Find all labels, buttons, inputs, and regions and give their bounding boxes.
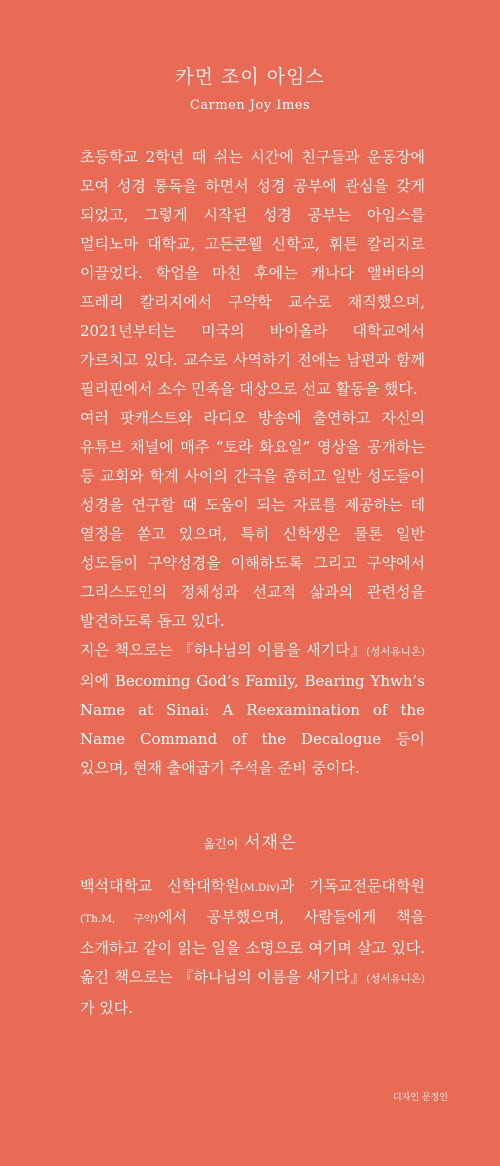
author-works-intro: 지은 책으로는 『하나님의 이름을 새기다』 xyxy=(80,641,367,659)
author-name-english: Carmen Joy Imes xyxy=(189,98,311,113)
author-bio-paragraph-1: 초등학교 2학년 때 쉬는 시간에 친구들과 운동장에 모여 성경 통독을 하면서 성경 공부에 관심을 갖게 되었고, 그렇게 시작된 성경 공부는 아임스를 멀티노마 대학교, 고든콘웰 신학교, 휘튼 칼리지로 이끌었다. 학업을 마친 후에는 캐나다 앨버타의 프레리 칼리지에서 구약학 교수로 재직했으며, 2021년부터는 미국의 바이올라 대학교에서 가르치고 있다. 교수로 사역하기 전에는 남편과 함께 필리핀에서 소수 민족을 대상으로 선교 활동을 했다. xyxy=(80,148,425,398)
translator-bio-part-2: 과 기독교전문대학원 xyxy=(279,877,425,895)
author-works-list: 외에 Becoming God’s Family, Bearing Yhwh’s Name at Sinai: A Reexamination of the Name Command of the Decalogue 등이 있으며, 현재 출애굽기 주석을 준비 중이다. xyxy=(80,672,425,777)
translator-bio-part-4: 가 있다. xyxy=(80,999,134,1017)
translator-publisher-note: (성서유니온) xyxy=(366,973,425,985)
design-credit: 디자인 문정인 xyxy=(392,1093,448,1103)
author-bio-paragraph-3 xyxy=(80,636,425,783)
author-bio-paragraph-2: 여러 팟캐스트와 라디오 방송에 출연하고 자신의 유튜브 채널에 매주 “토라 화요일” 영상을 공개하는 등 교회와 학계 사이의 간극을 좁히고 일반 성도들이 성경을 연구할 때 도움이 되는 자료를 제공하는 데 열정을 쏟고 있으며, 특히 신학생은 물론 일반 성도들이 구약성경을 이해하도록 그리고 구약에서 그리스도인의 정체성과 선교적 삶과의 관련성을 발견하도록 돕고 있다. xyxy=(80,409,425,630)
author-biography xyxy=(80,143,425,783)
author-name-korean: 카먼 조이 아임스 xyxy=(175,66,325,88)
translator-role-label: 옮긴이 xyxy=(203,837,239,851)
translator-bio-paragraph xyxy=(80,872,425,1023)
translator-heading xyxy=(0,828,500,853)
translator-bio-part-3: 에서 공부했으며, 사람들에게 책을 소개하고 같이 읽는 일을 소명으로 여기며 살고 있다. 옮긴 책으로는 『하나님의 이름을 새기다』 xyxy=(80,908,426,986)
translator-name: 서재은 xyxy=(244,833,297,853)
translator-bio-part-1: 백석대학교 신학대학원 xyxy=(80,877,240,895)
translator-biography xyxy=(80,872,425,1023)
translator-degree-1: (M.Div) xyxy=(239,882,280,894)
publisher-note: (성서유니온) xyxy=(366,646,425,658)
translator-degree-2: (Th.M, 구약) xyxy=(80,913,159,925)
